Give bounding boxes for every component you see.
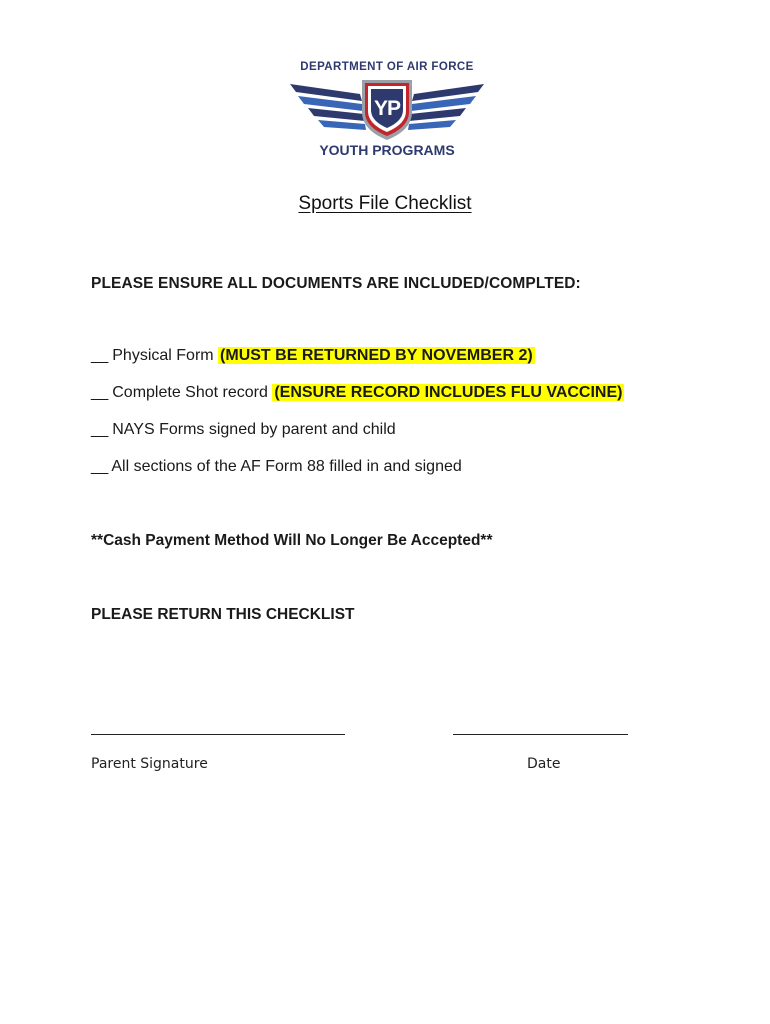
checklist-item-text: Physical Form bbox=[107, 347, 219, 364]
return-checklist-heading: PLEASE RETURN THIS CHECKLIST bbox=[91, 606, 355, 623]
parent-signature-line[interactable] bbox=[91, 734, 345, 735]
left-wing-icon bbox=[290, 84, 366, 130]
logo-top-text: DEPARTMENT OF AIR FORCE bbox=[300, 61, 474, 73]
checkbox-blank[interactable]: __ bbox=[91, 347, 108, 364]
checklist-item-physical-form bbox=[91, 345, 624, 382]
checklist-item-text: NAYS Forms signed by parent and child bbox=[107, 421, 396, 438]
date-label: Date bbox=[527, 756, 561, 772]
checklist-item-highlight: (MUST BE RETURNED BY NOVEMBER 2) bbox=[220, 347, 533, 364]
checklist-item-text: All sections of the AF Form 88 filled in and signed bbox=[107, 458, 462, 475]
date-line[interactable] bbox=[453, 734, 628, 735]
checkbox-blank[interactable]: __ bbox=[91, 384, 108, 401]
shield-icon bbox=[362, 80, 412, 140]
checkbox-blank[interactable]: __ bbox=[91, 458, 108, 475]
checklist-item-text: Complete Shot record bbox=[107, 384, 273, 401]
cash-payment-notice: **Cash Payment Method Will No Longer Be Accepted** bbox=[91, 532, 493, 549]
instruction-heading: PLEASE ENSURE ALL DOCUMENTS ARE INCLUDED/COMPLTED: bbox=[91, 275, 581, 292]
checklist-item-highlight: (ENSURE RECORD INCLUDES FLU VACCINE) bbox=[274, 384, 623, 401]
logo-emblem-text: YP bbox=[373, 97, 401, 120]
page-title: Sports File Checklist bbox=[298, 193, 472, 214]
right-wing-icon bbox=[408, 84, 484, 130]
checklist bbox=[91, 345, 624, 493]
checklist-item-shot-record bbox=[91, 382, 624, 419]
checklist-item-nays-forms bbox=[91, 419, 624, 456]
checklist-item-af-form-88 bbox=[91, 456, 624, 493]
parent-signature-label: Parent Signature bbox=[91, 756, 208, 772]
logo-bottom-text: YOUTH PROGRAMS bbox=[319, 142, 455, 158]
checkbox-blank[interactable]: __ bbox=[91, 421, 108, 438]
youth-programs-logo bbox=[282, 54, 492, 164]
